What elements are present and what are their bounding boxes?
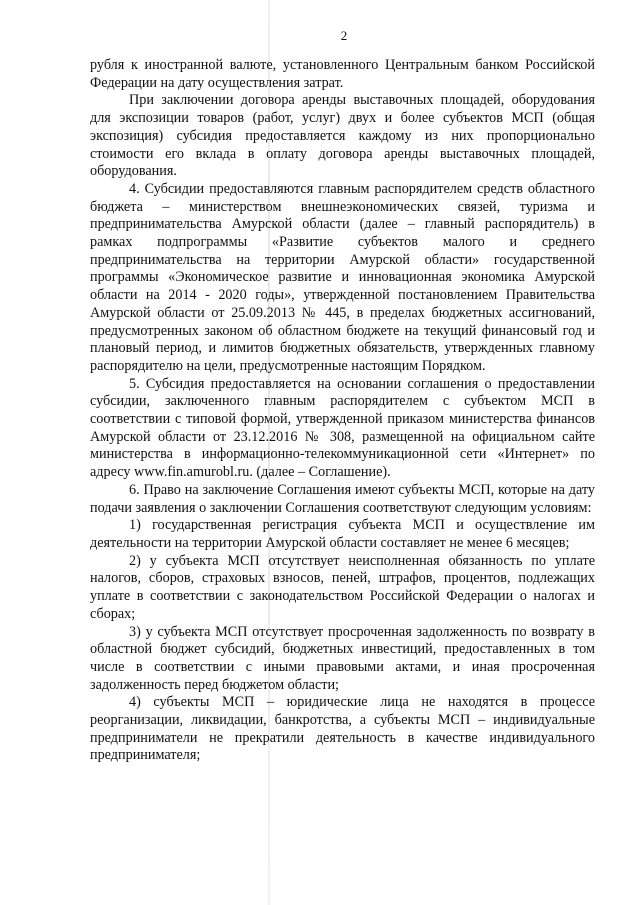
condition-1: 1) государственная регистрация субъекта МСП и осуществление им деятельности на территории Амурской области составляет не менее 6 месяцев; (90, 517, 595, 551)
paragraph-joint-exposition: При заключении договора аренды выставочных площадей, оборудования для экспозиции товаров (работ, услуг) двух и более субъектов МСП (общая экспозиция) субсидия предоставляется каждому из них пропорционально стоимости его вклада в оплату договора аренды выставочных площадей, оборудования. (90, 92, 595, 180)
condition-3: 3) у субъекта МСП отсутствует просроченная задолженность по возврату в областной бюджет субсидий, бюджетных инвестиций, предоставленных в том числе в соответствии с иными правовыми актами, и иная просроченная задолженность перед бюджетом области; (90, 623, 595, 693)
paragraph-item-4: 4. Субсидии предоставляются главным распорядителем средств областного бюджета – министерством внешнеэкономических связей, туризма и предпринимательства Амурской области (далее – главный распорядитель) в рамках подпрограммы «Развитие субъектов малого и среднего предпринимательства на территории Амурской области» государственной программы «Экономическое развитие и инновационная экономика Амурской области на 2014 - 2020 годы», утвержденной постановлением Правительства Амурской области от 25.09.2013 № 445, в пределах бюджетных ассигнований, предусмотренных законом об областном бюджете на текущий финансовый год и плановый период, и лимитов бюджетных обязательств, утвержденных главному распорядителю на цели, предусмотренные настоящим Порядком. (90, 180, 595, 374)
paragraph-item-6: 6. Право на заключение Соглашения имеют субъекты МСП, которые на дату подачи заявления о заключении Соглашения соответствуют следующим условиям: (90, 481, 595, 516)
paragraph-continuation: рубля к иностранной валюте, установленного Центральным банком Российской Федерации на дату осуществления затрат. (90, 57, 595, 91)
document-body (90, 57, 595, 765)
condition-2: 2) у субъекта МСП отсутствует неисполненная обязанность по уплате налогов, сборов, страховых взносов, пеней, штрафов, процентов, подлежащих уплате в соответствии с законодательством Российской Федерации о налогах и сборах; (90, 552, 595, 622)
page-number: 2 (340, 28, 348, 43)
paragraph-item-5: 5. Субсидия предоставляется на основании соглашения о предоставлении субсидии, заключенного главным распорядителем с субъектом МСП в соответствии с типовой формой, утвержденной приказом министерства финансов Амурской области от 23.12.2016 № 308, размещенной на официальном сайте министерства в информационно-телекоммуникационной сети «Интернет» по адресу www.fin.amurobl.ru. (далее – Соглашение). (90, 375, 595, 481)
condition-4: 4) субъекты МСП – юридические лица не находятся в процессе реорганизации, ликвидации, банкротства, а субъекты МСП – индивидуальные предприниматели не прекратили деятельность в качестве индивидуального предпринимателя; (90, 694, 595, 764)
